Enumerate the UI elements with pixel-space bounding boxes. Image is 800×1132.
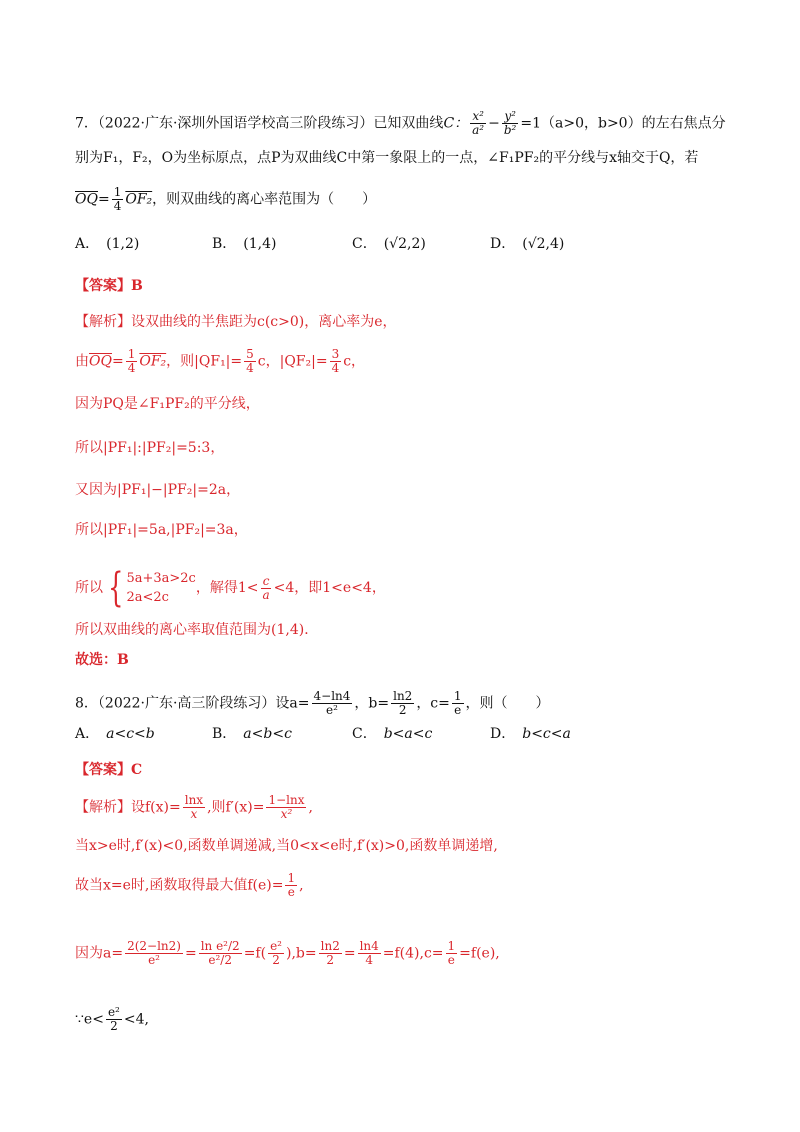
q8-option-b: B． a<b<c [212, 726, 292, 742]
curve-label: C： [443, 115, 469, 132]
q7-sol-6: 所以|PF₁|=5a,|PF₂|=3a， [75, 522, 248, 538]
q7-sol-2: 由$\overline{OQ}=$ $\frac{1}{4}$ OF₂，则|QF₁|= $\frac{5}{4}$ c，|QF₂|= $\frac{3}{4}$ c， [75, 347, 366, 375]
q7-sol-8: 所以双曲线的离心率取值范围为(1,4)． [75, 622, 319, 638]
q8-sol-5: ∵e< $\frac{\text{e²}}{2}$ <4, [75, 1005, 149, 1033]
q7-option-d: D． (√2,4) [490, 236, 565, 252]
q8-line1: 8．（2022·广东·高三阶段练习）设a= $\frac{4-\ln 4}{\text{e²}}$ ，b= $\frac{\ln 2}{2}$ ，c= $\frac{1}{e}$ ，则（ ） [75, 689, 550, 717]
q7-option-b: B． (1,4) [212, 236, 277, 252]
frac-b-value: $\frac{\ln 2}{2}$ [393, 689, 413, 717]
q7-line1 [75, 110, 726, 137]
q7-option-a: A． (1,2) [75, 236, 140, 252]
q8-option-c: C． b<a<c [352, 726, 433, 742]
q8-sol-4: 因为a= $\frac{2(2-\ln 2)}{\text{e²}}$ = $\frac{\text{ln e²/2}}{\text{e²/2}}$ =f( $\frac{\text{e²}}{2}$ ),b= $\frac{\ln 2}{2}$ = $\frac{\ln 4}{4}$ =f(4),c= $\frac{1}{e}$ =f(e), [75, 939, 500, 967]
frac-y2-b2: $\frac{\text{y²}}{\text{b²}}$ [503, 109, 517, 137]
q8-sol-1: 【解析】设f(x)= $\frac{\ln x}{x}$ ,则f′(x)= $\frac{1-\ln x}{\text{x²}}$ , [75, 793, 313, 821]
frac-a-value: $\frac{4-\ln 4}{\text{e²}}$ [313, 689, 351, 717]
q7-prefix: 7．（2022·广东·深圳外国语学校高三阶段练习）已知双曲线 [75, 115, 444, 132]
q7-line3-suffix: ，则双曲线的离心率范围为（ ） [152, 191, 377, 208]
q7-answer: 【答案】B [75, 278, 143, 294]
q7-option-c: C． (√2,2) [352, 236, 426, 252]
q8-answer: 【答案】C [75, 762, 143, 778]
equals-one: =1 [520, 115, 541, 132]
q7-sol-5: 又因为|PF₁|−|PF₂|=2a， [75, 482, 241, 498]
q7-sol-9: 故选：B [75, 652, 129, 668]
q8-sol-3: 故当x=e时,函数取得最大值f(e)= $\frac{1}{e}$ , [75, 871, 304, 899]
left-brace: { [108, 565, 124, 611]
q7-line3: $\overline{OQ}=$ $\frac{1}{4}$ OF₂，则双曲线的离心率范围为（ ） [75, 185, 377, 213]
inequality-system: 5a+3a>2c 2a<2c [126, 571, 196, 605]
q8-option-a: A． a<c<b [75, 726, 155, 742]
minus-sign: − [488, 115, 500, 132]
q7-sol-3: 因为PQ是∠F₁PF₂的平分线， [75, 396, 260, 412]
vector-oq: $\overline{OQ}$ [75, 191, 98, 208]
q7-sol-4: 所以|PF₁|:|PF₂|=5:3， [75, 440, 225, 456]
q7-condition: （a>0，b>0）的左右焦点分 [541, 115, 726, 132]
q8-sol-2: 当x>e时,f′(x)<0,函数单调递减,当0<x<e时,f′(x)>0,函数单调递增, [75, 838, 498, 854]
q8-option-d: D． b<c<a [490, 726, 571, 742]
q7-sol-7: 所以 { 5a+3a>2c 2a<2c ，解得1< $\frac{c}{a}$ <4，即1<e<4， [75, 565, 386, 611]
vector-of2: OF₂ [125, 191, 153, 208]
frac-1-4: $\frac{1}{4}$ [113, 185, 122, 213]
frac-x2-a2: $\frac{\text{x²}}{\text{a²}}$ [472, 109, 485, 137]
q7-line2: 别为F₁，F₂，O为坐标原点，点P为双曲线C中第一象限上的一点，∠F₁PF₂的平分线与x轴交于Q，若 [75, 150, 699, 166]
q7-sol-1: 【解析】设双曲线的半焦距为c(c>0)，离心率为e， [75, 314, 397, 330]
frac-c-value: $\frac{1}{e}$ [453, 689, 462, 717]
